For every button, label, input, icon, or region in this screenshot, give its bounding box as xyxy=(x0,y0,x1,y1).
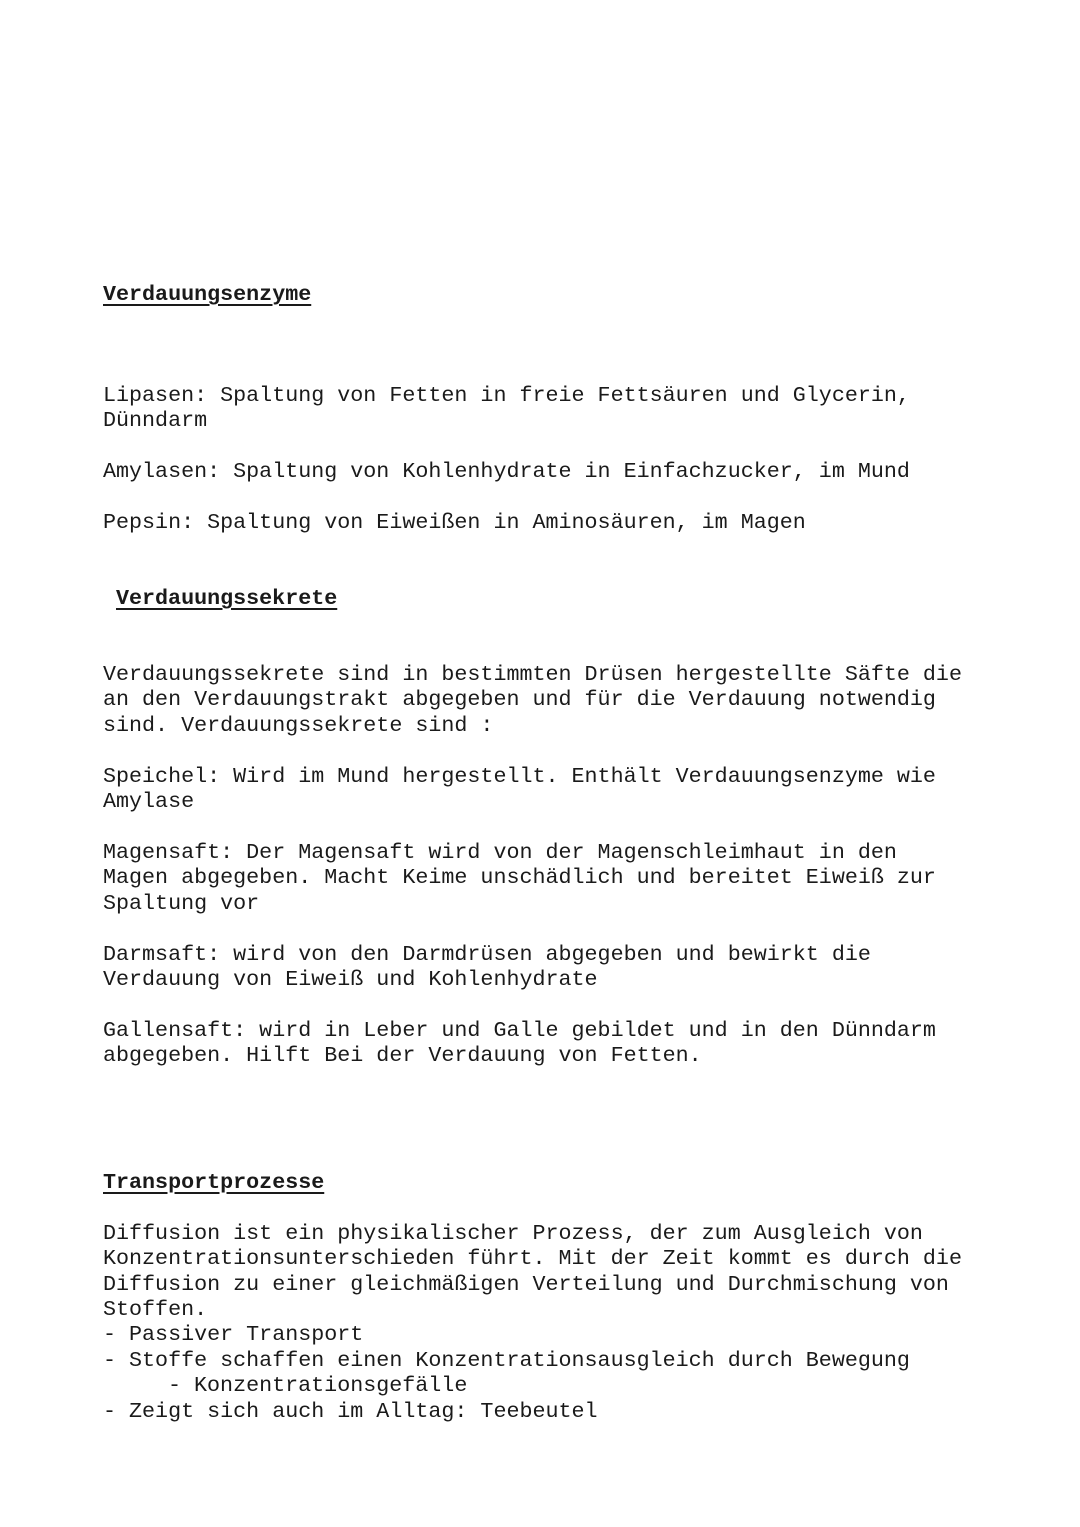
lipasen-line-2: Dünndarm xyxy=(103,408,208,433)
gallensaft-line-2: abgegeben. Hilft Bei der Verdauung von Fetten. xyxy=(103,1043,702,1068)
diffusion-line-2: Konzentrationsunterschieden führt. Mit der Zeit kommt es durch die xyxy=(103,1246,962,1271)
heading-verdauungssekrete: Verdauungssekrete xyxy=(116,586,338,611)
gallensaft-line-1: Gallensaft: wird in Leber und Galle gebildet und in den Dünndarm xyxy=(103,1018,936,1043)
sub-bullet-konzentrationsgefaelle: - Konzentrationsgefälle xyxy=(168,1373,468,1398)
pepsin-line: Pepsin: Spaltung von Eiweißen in Aminosäuren, im Magen xyxy=(103,510,806,535)
diffusion-line-1: Diffusion ist ein physikalischer Prozess, der zum Ausgleich von xyxy=(103,1221,923,1246)
heading-verdauungsenzyme: Verdauungsenzyme xyxy=(103,282,312,307)
amylasen-line: Amylasen: Spaltung von Kohlenhydrate in Einfachzucker, im Mund xyxy=(103,459,910,484)
speichel-line-1: Speichel: Wird im Mund hergestellt. Enthält Verdauungsenzyme wie xyxy=(103,764,936,789)
bullet-passiver-transport: - Passiver Transport xyxy=(103,1322,364,1347)
magensaft-line-3: Spaltung vor xyxy=(103,891,260,916)
secretions-intro-line-1: Verdauungssekrete sind in bestimmten Drüsen hergestellte Säfte die xyxy=(103,662,962,687)
magensaft-line-1: Magensaft: Der Magensaft wird von der Magenschleimhaut in den xyxy=(103,840,897,865)
secretions-intro-line-3: sind. Verdauungssekrete sind : xyxy=(103,713,494,738)
bullet-teebeutel: - Zeigt sich auch im Alltag: Teebeutel xyxy=(103,1399,598,1424)
bullet-konzentrationsausgleich: - Stoffe schaffen einen Konzentrationsausgleich durch Bewegung xyxy=(103,1348,910,1373)
heading-transportprozesse: Transportprozesse xyxy=(103,1170,325,1195)
lipasen-line-1: Lipasen: Spaltung von Fetten in freie Fettsäuren und Glycerin, xyxy=(103,383,910,408)
darmsaft-line-1: Darmsaft: wird von den Darmdrüsen abgegeben und bewirkt die xyxy=(103,942,871,967)
secretions-intro-line-2: an den Verdauungstrakt abgegeben und für die Verdauung notwendig xyxy=(103,687,936,712)
diffusion-line-3: Diffusion zu einer gleichmäßigen Verteilung und Durchmischung von xyxy=(103,1272,949,1297)
magensaft-line-2: Magen abgegeben. Macht Keime unschädlich und bereitet Eiweiß zur xyxy=(103,865,936,890)
speichel-line-2: Amylase xyxy=(103,789,195,814)
darmsaft-line-2: Verdauung von Eiweiß und Kohlenhydrate xyxy=(103,967,598,992)
diffusion-line-4: Stoffen. xyxy=(103,1297,208,1322)
